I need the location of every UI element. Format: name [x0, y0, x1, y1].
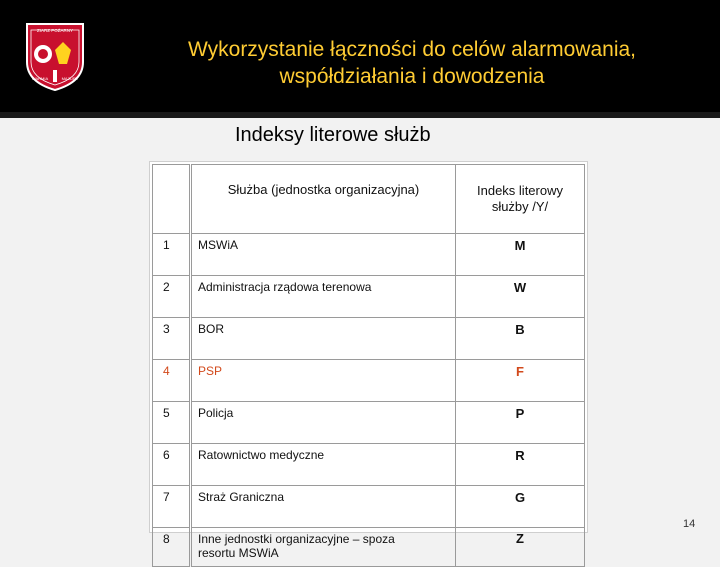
- row-number: 3: [153, 318, 191, 360]
- row-number: 1: [153, 234, 191, 276]
- row-service: MSWiA: [191, 234, 456, 276]
- row-index: B: [456, 318, 585, 360]
- table-row: [153, 444, 585, 486]
- slide-subtitle: Indeksy literowe służb: [235, 124, 431, 146]
- svg-text:MAZURY: MAZURY: [61, 76, 79, 81]
- table-header-row: [153, 165, 585, 234]
- header-bar: [0, 0, 720, 112]
- row-number: 8: [153, 528, 191, 567]
- page-number: 14: [683, 518, 696, 530]
- row-number: 6: [153, 444, 191, 486]
- row-number: 4: [153, 360, 191, 402]
- row-index: P: [456, 402, 585, 444]
- row-service: BOR: [191, 318, 456, 360]
- row-service-line2: resortu MSWiA: [198, 546, 279, 560]
- header-index-line1: Indeks literowy: [477, 183, 563, 198]
- row-index: G: [456, 486, 585, 528]
- svg-text:WARMIA: WARMIA: [31, 76, 49, 81]
- row-service: PSP: [191, 360, 456, 402]
- slide-title: [112, 36, 712, 90]
- table-row: [153, 528, 585, 567]
- slide-title-line1: Wykorzystanie łączności do celów alarmowania,: [188, 38, 636, 61]
- row-index: M: [456, 234, 585, 276]
- table-row: [153, 402, 585, 444]
- row-index: Z: [456, 528, 585, 567]
- row-service: Straż Graniczna: [191, 486, 456, 528]
- row-number: 5: [153, 402, 191, 444]
- row-service-line1: Inne jednostki organizacyjne – spoza: [198, 532, 395, 546]
- row-index: R: [456, 444, 585, 486]
- slide-title-line2: współdziałania i dowodzenia: [279, 65, 545, 88]
- service-index-table: [149, 161, 588, 560]
- svg-text:ZIARZ POŻARNY: ZIARZ POŻARNY: [36, 28, 74, 33]
- row-service: [191, 528, 456, 567]
- table-row: [153, 276, 585, 318]
- row-service: Ratownictwo medyczne: [191, 444, 456, 486]
- row-service: Policja: [191, 402, 456, 444]
- header-divider: [0, 112, 720, 118]
- table-row: [153, 318, 585, 360]
- header-index-line2: służby /Y/: [491, 199, 549, 214]
- table-row: [153, 486, 585, 528]
- table-row: [153, 234, 585, 276]
- row-service: Administracja rządowa terenowa: [191, 276, 456, 318]
- row-number: 2: [153, 276, 191, 318]
- header-index: [456, 165, 585, 234]
- row-index: W: [456, 276, 585, 318]
- table-row-highlighted: [153, 360, 585, 402]
- row-index: F: [456, 360, 585, 402]
- header-service: Służba (jednostka organizacyjna): [191, 165, 456, 234]
- row-number: 7: [153, 486, 191, 528]
- fire-brigade-logo-icon: [21, 20, 89, 92]
